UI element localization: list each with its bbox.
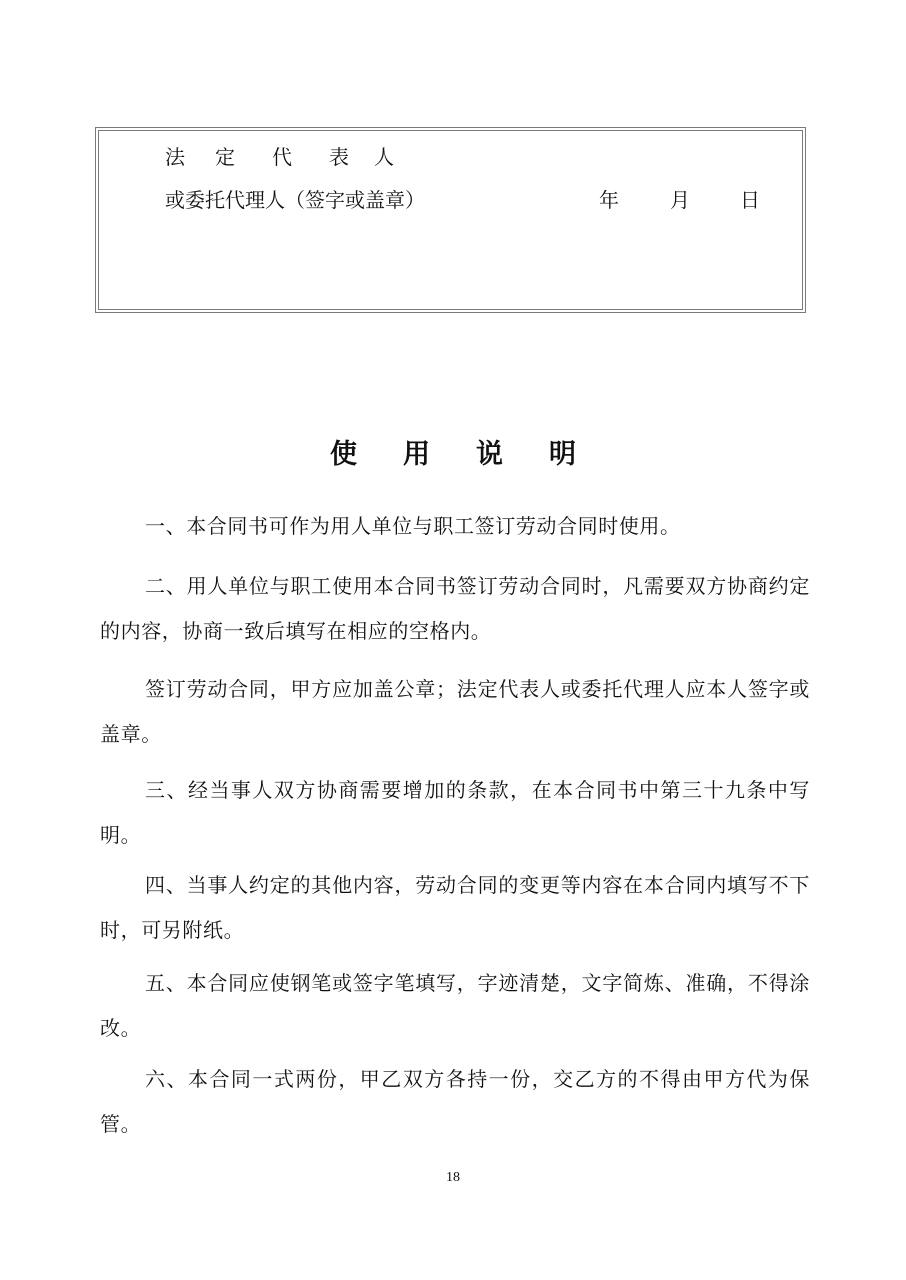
label-char: 定 bbox=[215, 145, 235, 169]
instruction-paragraph-1: 一、本合同书可作为用人单位与职工签订劳动合同时使用。 bbox=[145, 514, 681, 538]
instruction-paragraph-2: 二、用人单位与职工使用本合同书签订劳动合同时，凡需要双方协商约定的内容，协商一致后填写在相应的空格内。 bbox=[100, 574, 810, 643]
date-year-label: 年 bbox=[599, 188, 619, 212]
label-char: 表 bbox=[329, 145, 349, 169]
label-char: 法 bbox=[165, 145, 185, 169]
instruction-paragraph-3: 签订劳动合同，甲方应加盖公章；法定代表人或委托代理人应本人签字或盖章。 bbox=[100, 677, 810, 746]
agent-signature-label: 或委托代理人（签字或盖章） bbox=[165, 188, 425, 212]
label-char: 人 bbox=[374, 145, 394, 169]
page-number: 18 bbox=[446, 1170, 460, 1185]
date-month-label: 月 bbox=[670, 188, 690, 212]
label-char: 代 bbox=[272, 145, 292, 169]
instructions-title bbox=[0, 438, 906, 472]
instruction-paragraph-5: 四、当事人约定的其他内容，劳动合同的变更等内容在本合同内填写不下时，可另附纸。 bbox=[100, 873, 810, 942]
title-char: 用 bbox=[403, 439, 430, 470]
instruction-paragraph-7: 六、本合同一式两份，甲乙双方各持一份，交乙方的不得由甲方代为保管。 bbox=[100, 1067, 810, 1136]
instruction-paragraph-4: 三、经当事人双方协商需要增加的条款，在本合同书中第三十九条中写明。 bbox=[100, 778, 810, 847]
title-char: 明 bbox=[549, 439, 576, 470]
date-day-label: 日 bbox=[740, 188, 760, 212]
instruction-paragraph-6: 五、本合同应使钢笔或签字笔填写，字迹清楚，文字简炼、准确，不得涂改。 bbox=[100, 971, 810, 1040]
title-char: 使 bbox=[330, 439, 357, 470]
title-char: 说 bbox=[476, 439, 503, 470]
legal-representative-label bbox=[165, 145, 394, 169]
